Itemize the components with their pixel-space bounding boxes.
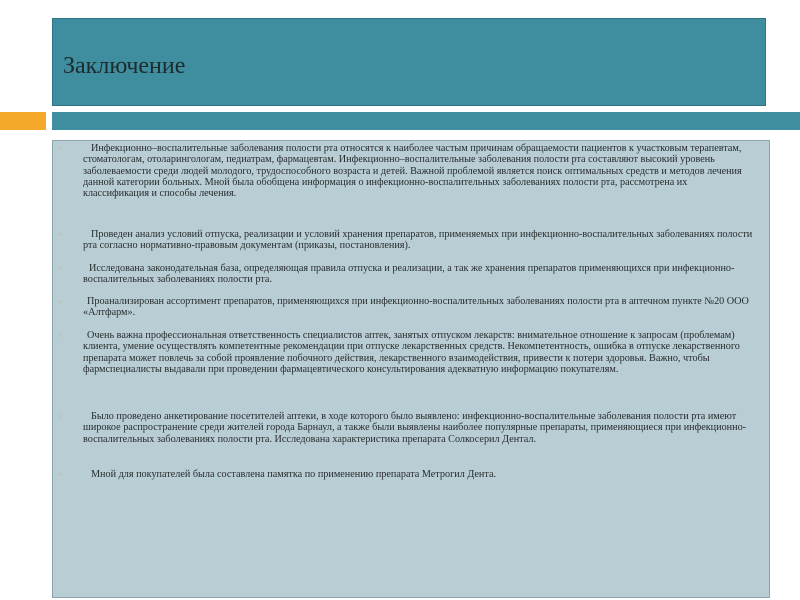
title-bar <box>52 18 766 106</box>
accent-stripe-orange <box>0 112 46 130</box>
bullet-icon: ▫ <box>59 296 63 306</box>
paragraph-text: Проанализирован ассортимент препаратов, применяющихся при инфекционно-воспалительных заболеваниях полости рта в аптечном пункте №20 ООО «Алтфарм». <box>83 296 749 319</box>
slide-title: Заключение <box>63 53 186 79</box>
paragraph-text: Очень важна профессиональная ответственность специалистов аптек, занятых отпуском лекарств: внимательное отношение к запросам (проблемам) клиента, умение осуществлять компетентные рекомендации при отпуске лекарственных средств. Некомпетентность, ошибка в отпуске лекарственного препарата может повлечь за собой проявление побочного действия, лекарственного взаимодействия, привести к потери здоровья. Важно, чтобы фармспециалисты выдавали при проведении фармацевтического консультирования адекватную информацию покупателям. <box>83 330 740 375</box>
paragraph-2 <box>59 229 755 252</box>
bullet-icon: ▫ <box>59 330 63 340</box>
paragraph-4 <box>59 296 755 319</box>
bullet-icon: ▫ <box>59 411 63 421</box>
bullet-icon: ▫ <box>59 229 63 239</box>
paragraph-6 <box>59 411 755 445</box>
bullet-icon: ▫ <box>59 143 63 153</box>
paragraph-text: Мной для покупателей была составлена памятка по применению препарата Метрогил Дента. <box>91 469 497 480</box>
content-box <box>52 140 770 598</box>
paragraph-text: Исследована законодательная база, определяющая правила отпуска и реализации, а так же хранения препаратов применяющихся при инфекционно-воспалительных заболеваниях полости рта. <box>83 263 735 286</box>
accent-stripe-teal <box>52 112 800 130</box>
paragraph-1 <box>59 143 755 199</box>
paragraph-text: Было проведено анкетирование посетителей аптеки, в ходе которого было выявлено: инфекционно-воспалительные заболевания полости рта имеют широкое распространение среди жителей города Барнаул, а также были выявлены наиболее популярные препараты, применяющиеся при инфекционно-воспалительных заболеваниях полости рта. Исследована характеристика препарата Солкосерил Дентал. <box>83 411 747 445</box>
paragraph-7 <box>59 469 755 480</box>
bullet-icon: ▫ <box>59 263 63 273</box>
paragraph-text: Проведен анализ условий отпуска, реализации и условий хранения препаратов, применяемых при инфекционно-воспалительных заболеваниях полости рта согласно нормативно-правовым документам (приказы, постановления). <box>83 229 753 252</box>
paragraph-text: Инфекционно–воспалительные заболевания полости рта относятся к наиболее частым причинам обращаемости пациентов к участковым терапевтам, стоматологам, отоларингологам, педиатрам, фармацевтам. Инфекционно–воспалительные заболевания полости рта составляют высокий уровень заболеваемости среди людей молодого, трудоспособного возраста и детей. Важной проблемой является поиск оптимальных средств и методов лечения данной категории больных. Мной была обобщена информация о инфекционно-воспалительных заболеваниях полости рта, рассмотрена их классификация и способы лечения. <box>83 143 742 200</box>
bullet-icon: ▫ <box>59 469 63 479</box>
paragraph-5 <box>59 330 755 375</box>
paragraph-3 <box>59 263 755 286</box>
